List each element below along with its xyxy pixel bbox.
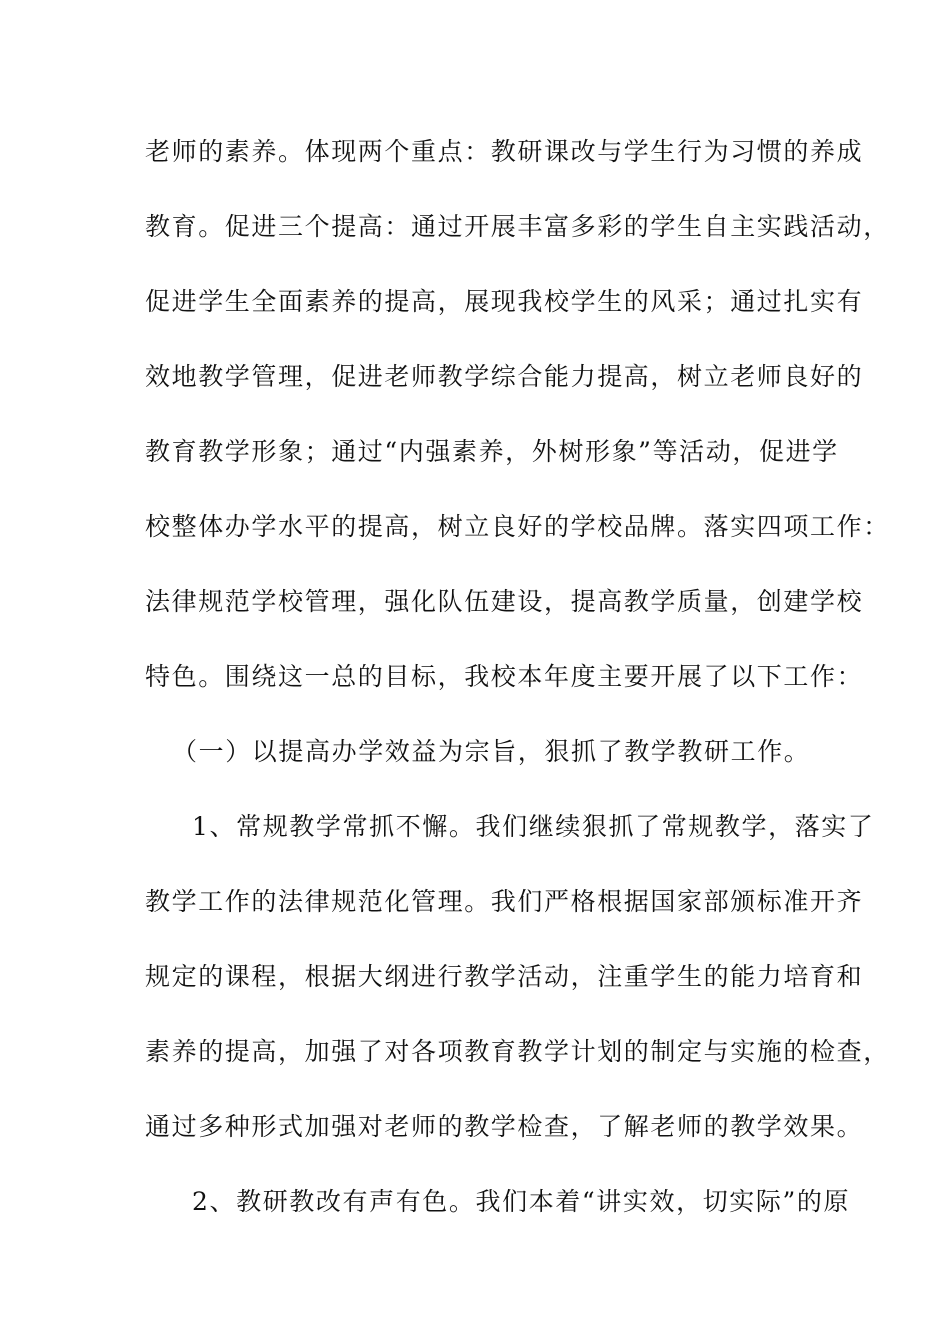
text-line: 校整体办学水平的提高，树立良好的学校品牌。落实四项工作： xyxy=(145,512,890,541)
text-line: 教育。促进三个提高：通过开展丰富多彩的学生自主实践活动， xyxy=(145,212,890,241)
paragraph-start: 2、教研教改有声有色。我们本着“讲实效，切实际”的原 xyxy=(192,1187,851,1216)
text-line: 素养的提高，加强了对各项教育教学计划的制定与实施的检查， xyxy=(145,1037,890,1066)
text-line: 法律规范学校管理，强化队伍建设，提高教学质量，创建学校 xyxy=(145,587,864,616)
text-line: 通过多种形式加强对老师的教学检查，了解老师的教学效果。 xyxy=(145,1112,864,1141)
text-line: 教育教学形象；通过“内强素养，外树形象”等活动，促进学 xyxy=(145,437,839,466)
text-line: 特色。围绕这一总的目标，我校本年度主要开展了以下工作： xyxy=(145,662,864,691)
text-line: 效地教学管理，促进老师教学综合能力提高，树立老师良好的 xyxy=(145,362,864,391)
text-line: 规定的课程，根据大纲进行教学活动，注重学生的能力培育和 xyxy=(145,962,864,991)
text-line: 老师的素养。体现两个重点：教研课改与学生行为习惯的养成 xyxy=(145,137,864,166)
paragraph-start: 1、常规教学常抓不懈。我们继续狠抓了常规教学，落实了 xyxy=(192,812,875,841)
text-line: 教学工作的法律规范化管理。我们严格根据国家部颁标准开齐 xyxy=(145,887,864,916)
section-heading: （一）以提高办学效益为宗旨，狠抓了教学教研工作。 xyxy=(172,737,811,766)
text-line: 促进学生全面素养的提高，展现我校学生的风采；通过扎实有 xyxy=(145,287,864,316)
